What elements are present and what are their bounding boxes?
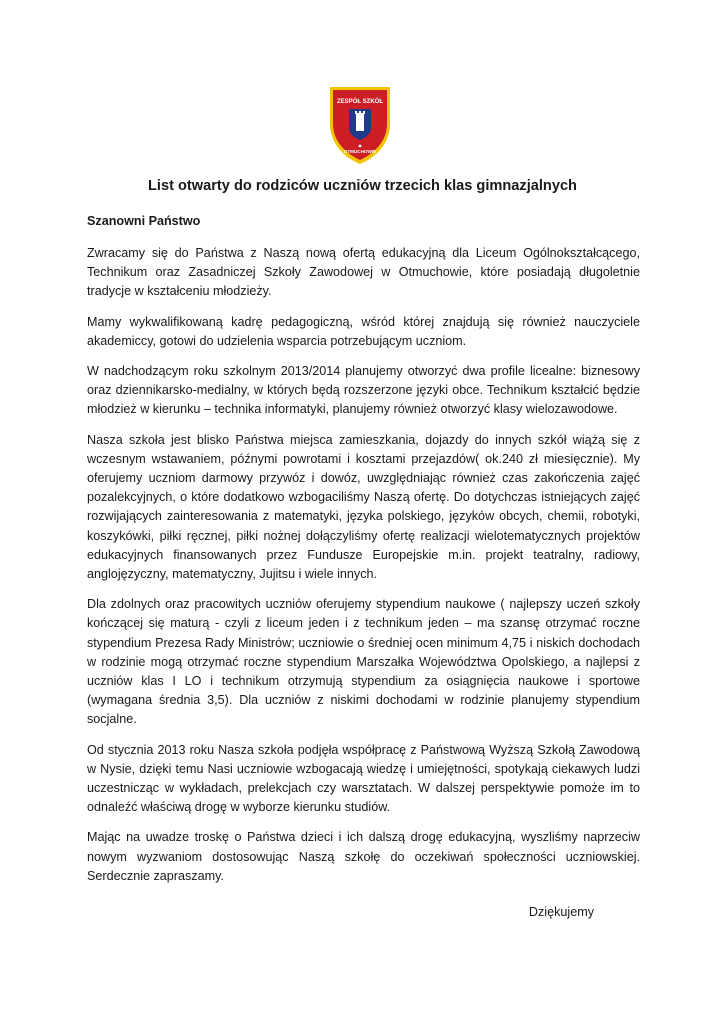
- closing-thanks: Dziękujemy: [528, 905, 594, 919]
- school-crest-logo: [327, 84, 393, 166]
- paragraph-staff: Mamy wykwalifikowaną kadrę pedagogiczną, wśród której znajdują się również nauczyciele akademiccy, gotowi do udzielenia wsparcia potrzebującym uczniom.: [87, 314, 640, 348]
- svg-text:ZESPÓŁ SZKÓŁ: ZESPÓŁ SZKÓŁ: [336, 99, 384, 105]
- salutation: Szanowni Państwo: [87, 214, 201, 228]
- paragraph-scholarships: Dla zdolnych oraz pracowitych uczniów oferujemy stypendium naukowe ( najlepszy uczeń szkoły kończącej się maturą - czyli z liceum jeden i z technikum jeden – ma szansę otrzymać roczne stypendium Prezesa Rady Ministrów; uczniowie o średniej ocen minimum 4,75 i niskich dochodach w rodzinie mogą otrzymać roczne stypendium Marszałka Województwa Opolskiego, a najlepsi z uczniów klas I LO i technikum otrzymują stypendium za osiągnięcia naukowe i sportowe (wymagana średnia 3,5). Dla uczniów z niskimi dochodami w rodzinie planujemy stypendium socjalne.: [87, 597, 640, 727]
- paragraph-offer: Zwracamy się do Państwa z Naszą nową ofertą edukacyjną dla Liceum Ogólnokształcącego, Technikum oraz Zasadniczej Szkoły Zawodowej w Otmuchowie, które posiadają długoletnie tradycje w kształceniu młodzieży.: [87, 246, 640, 299]
- paragraph-profiles: W nadchodzącym roku szkolnym 2013/2014 planujemy otworzyć dwa profile licealne: biznesowy oraz dziennikarsko-medialny, w których będą rozszerzone języki obce. Technikum kształcić będzie młodzież w kierunku – technika informatyki, planujemy również otworzyć klasy wielozawodowe.: [87, 364, 640, 417]
- letter-title: List otwarty do rodziców uczniów trzecich klas gimnazjalnych: [148, 178, 577, 194]
- paragraph-invitation: Mając na uwadze troskę o Państwa dzieci i ich dalszą drogę edukacyjną, wyszliśmy naprzeciw nowym wyzwaniom dostosowując Naszą szkołę do oczekiwań społeczności uczniowskiej. Serdecznie zapraszamy.: [87, 830, 640, 883]
- paragraph-transport-activities: Nasza szkoła jest blisko Państwa miejsca zamieszkania, dojazdy do innych szkół wiążą się z wczesnym wstawaniem, późnymi powrotami i kosztami przejazdów( ok.240 zł miesięcznie). My oferujemy uczniom darmowy przywóz i dowóz, uwzględniając również czas zakończenia zajęć pozalekcyjnych, o które dodatkowo wzbogaciliśmy Naszą ofertę. Do dotychczas istniejących zajęć rozwijających zainteresowania z matematyki, języka polskiego, języków obcych, chemii, robotyki, koszykówki, piłki ręcznej, piłki nożnej dołączyliśmy ofertę realizacji wielotematycznych projektów edukacyjnych finansowanych przez Fundusze Europejskie m.in. projekt teatralny, radiowy, anglojęzyczny, matematyczny, Jujitsu i wiele innych.: [87, 432, 640, 582]
- svg-text:OTMUCHOWIE: OTMUCHOWIE: [343, 149, 377, 154]
- paragraph-cooperation: Od stycznia 2013 roku Nasza szkoła podjęła współpracę z Państwową Wyższą Szkołą Zawodową w Nysie, dzięki temu Nasi uczniowie wzbogacają wiedzę i umiejętności, spotykają ciekawych ludzi uczestnicząc w wykładach, prelekcjach czy warsztatach. W dalszej perspektywie pomoże im to odnaleźć właściwą drogę w wyborze kierunku studiów.: [87, 742, 640, 815]
- letter-body: [87, 244, 640, 897]
